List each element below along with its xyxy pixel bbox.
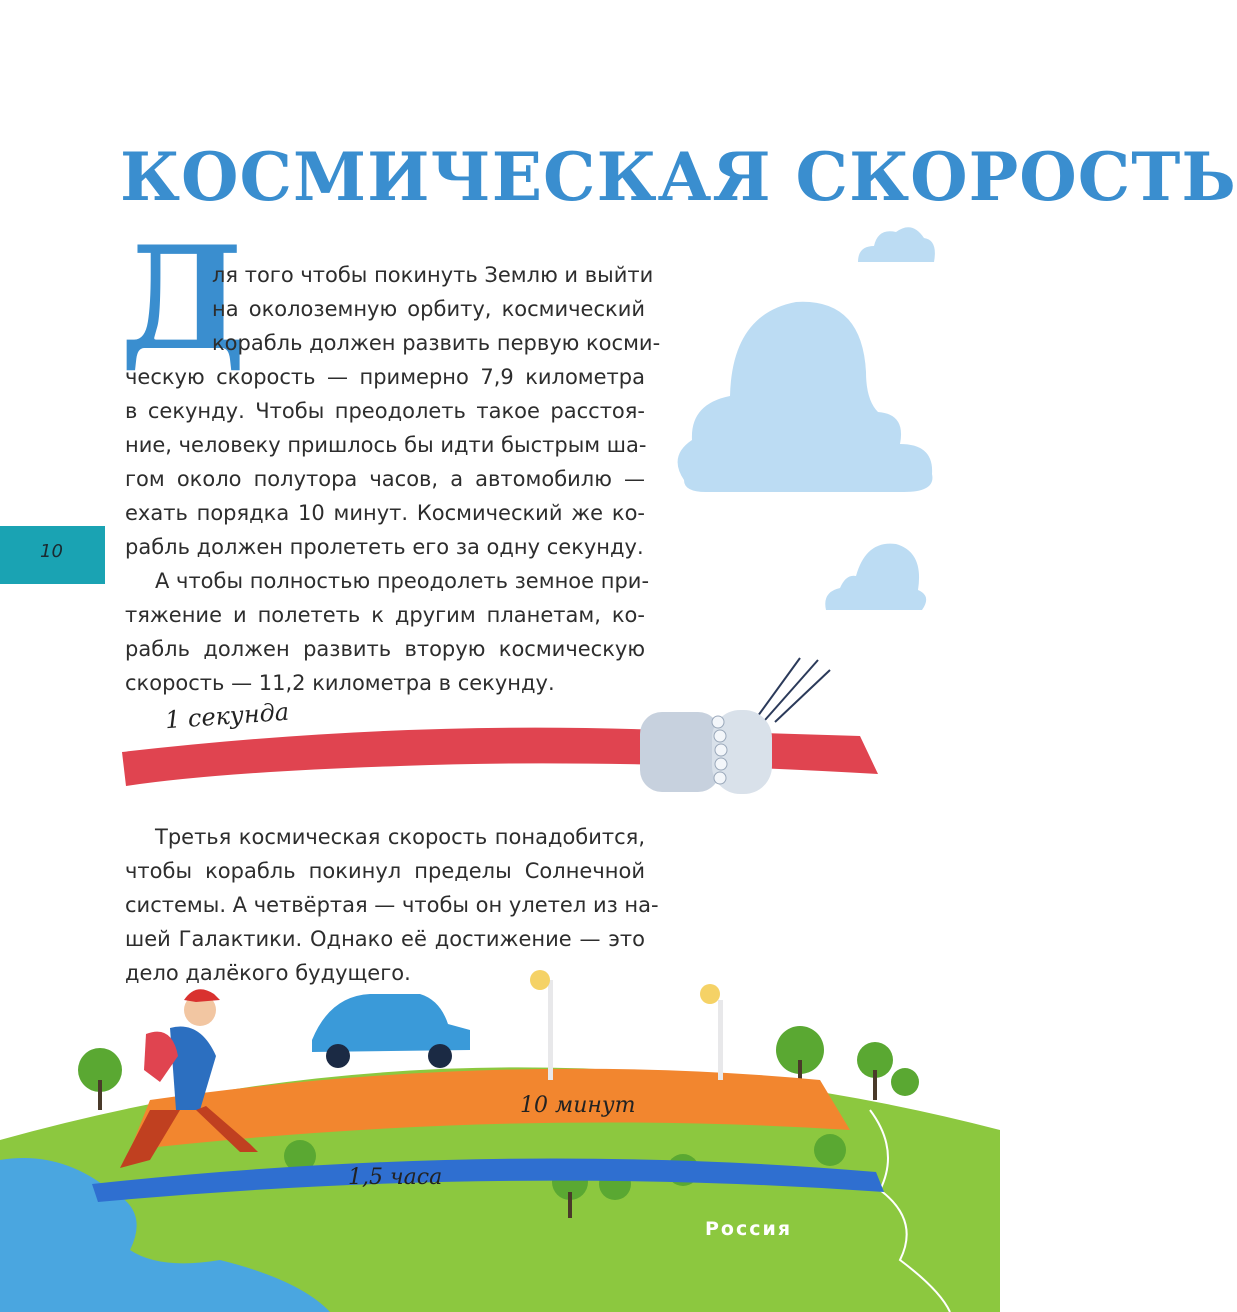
text-line: ние, человеку пришлось бы идти быстрым ша- bbox=[125, 433, 647, 457]
map-label-russia: Россия bbox=[705, 1218, 793, 1240]
page-number: 10 bbox=[40, 541, 63, 562]
text-line: чтобы корабль покинул пределы Солнечной bbox=[125, 859, 645, 883]
text-line: системы. А четвёртая — чтобы он улетел из на- bbox=[125, 893, 659, 917]
cloud-small-bottom bbox=[825, 544, 926, 610]
cloud-small-top bbox=[858, 227, 935, 262]
text-line: ехать порядка 10 минут. Космический же ко- bbox=[125, 501, 645, 525]
text-line: ческую скорость — примерно 7,9 километра bbox=[125, 365, 645, 389]
text-line: ля того чтобы покинуть Землю и выйти bbox=[212, 263, 654, 287]
text-line: гом около полутора часов, а автомобилю — bbox=[125, 467, 645, 491]
text-line: скорость — 11,2 километра в секунду. bbox=[125, 671, 555, 695]
drop-cap: Д bbox=[120, 216, 247, 382]
text-line: А чтобы полностью преодолеть земное при- bbox=[155, 569, 650, 593]
satellite-antennas bbox=[755, 658, 830, 722]
earth-illustration bbox=[0, 960, 1000, 1312]
car-icon bbox=[312, 994, 470, 1068]
text-line: рабль должен пролететь его за одну секунду. bbox=[125, 535, 644, 559]
street-lamps bbox=[530, 970, 723, 1080]
satellite-label: 1 секунда bbox=[164, 697, 290, 735]
cloud-large bbox=[678, 302, 933, 492]
satellite-icon bbox=[640, 710, 772, 794]
text-line: тяжение и полететь к другим планетам, ко- bbox=[125, 603, 645, 627]
walker-label: 1,5 часа bbox=[348, 1165, 443, 1190]
text-line: в секунду. Чтобы преодолеть такое расстоя- bbox=[125, 399, 645, 423]
text-line: Третья космическая скорость понадобится, bbox=[155, 825, 645, 849]
text-line: рабль должен развить вторую космическую bbox=[125, 637, 645, 661]
car-label: 10 минут bbox=[520, 1093, 636, 1118]
text-line: дело далёкого будущего. bbox=[125, 961, 411, 985]
page-title: КОСМИЧЕСКАЯ СКОРОСТЬ bbox=[120, 138, 1237, 216]
text-line: на околоземную орбиту, космический bbox=[212, 297, 645, 321]
text-line: шей Галактики. Однако её достижение — это bbox=[125, 927, 645, 951]
text-line: корабль должен развить первую косми- bbox=[212, 331, 661, 355]
